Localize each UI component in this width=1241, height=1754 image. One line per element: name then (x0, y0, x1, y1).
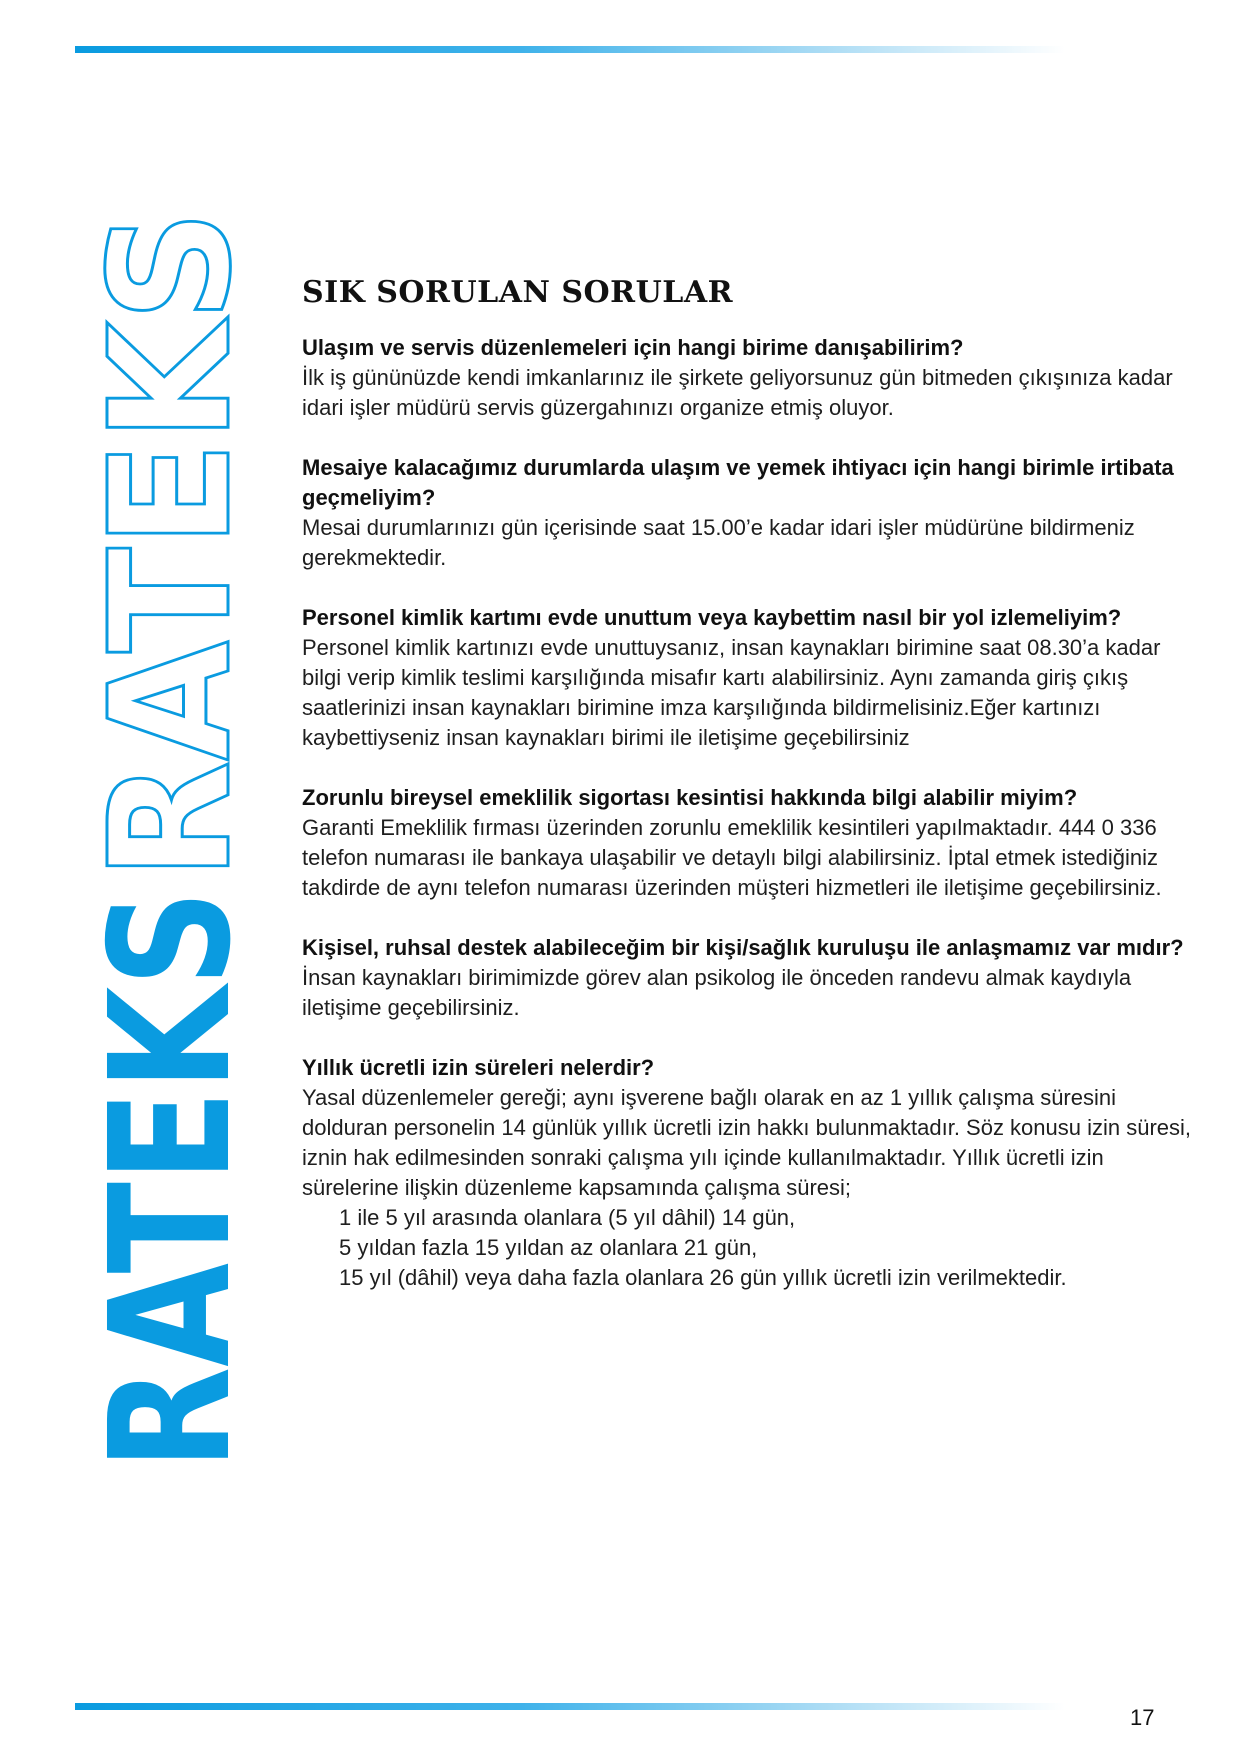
faq-question: Zorunlu bireysel emeklilik sigortası kesintisi hakkında bilgi alabilir miyim? (302, 785, 1078, 810)
faq-answer: Mesai durumlarınızı gün içerisinde saat 15.00’e kadar idari işler müdürüne bildirmeniz gerekmektedir. (302, 515, 1135, 570)
brand-wordmark (75, 161, 268, 1470)
list-item: 15 yıl (dâhil) veya daha fazla olanlara 26 gün yıllık ücretli izin verilmektedir. (339, 1265, 1067, 1290)
faq-answer: Garanti Emeklilik fırması üzerinden zorunlu emeklilik kesintileri yapılmaktadır. 444 0 336 telefon numarası ile bankaya ulaşabilir ve detaylı bilgi alabilirsiniz. İptal etmek istediğiniz takdirde de aynı telefon numarası üzerinden müşteri hizmetleri ile iletişime geçebilirsiniz. (302, 815, 1162, 900)
page-title: SIK SORULAN SORULAR (302, 275, 734, 310)
faq-question: Ulaşım ve servis düzenlemeleri için hangi birime danışabilirim? (302, 335, 964, 360)
leave-duration-list (302, 1203, 1192, 1293)
faq-item-annual-leave (302, 1053, 1192, 1293)
bottom-gradient-rule (75, 1703, 1065, 1710)
faq-content (302, 275, 1192, 1323)
faq-item-pension (302, 783, 1192, 903)
page-number: 17 (1130, 1705, 1155, 1730)
faq-item-overtime (302, 453, 1192, 573)
side-brand-logo (75, 161, 268, 1470)
brand-word-outline: RATEKS (75, 161, 268, 880)
faq-answer: İnsan kaynakları birimimizde görev alan psikolog ile önceden randevu almak kaydıyla iletişime geçebilirsiniz. (302, 965, 1132, 1020)
faq-answer: İlk iş gününüzde kendi imkanlarınız ile şirkete geliyorsunuz gün bitmeden çıkışınıza kadar idari işler müdürü servis güzergahınızı organize etmiş oluyor. (302, 365, 1173, 420)
faq-item-transport (302, 333, 1192, 423)
faq-item-support (302, 933, 1192, 1023)
faq-question: Personel kimlik kartımı evde unuttum veya kaybettim nasıl bir yol izlemeliyim? (302, 605, 1122, 630)
faq-item-id-card (302, 603, 1192, 753)
faq-question: Yıllık ücretli izin süreleri nelerdir? (302, 1055, 655, 1080)
faq-question: Mesaiye kalacağımız durumlarda ulaşım ve yemek ihtiyacı için hangi birimle irtibata geçmeliyim? (302, 455, 1174, 510)
faq-answer: Yasal düzenlemeler gereği; aynı işverene bağlı olarak en az 1 yıllık çalışma süresini dolduran personelin 14 günlük yıllık ücretli izin hakkı bulunmaktadır. Söz konusu izin süresi, iznin hak edilmesinden sonraki çalışma yılı içinde kullanılmaktadır. Yıllık ücretli izin sürelerine ilişkin düzenleme kapsamında çalışma süresi; (302, 1085, 1192, 1200)
top-gradient-rule (75, 46, 1065, 53)
faq-answer: Personel kimlik kartınızı evde unuttuysanız, insan kaynakları birimine saat 08.30’a kadar bilgi verip kimlik teslimi karşılığında misafır kartı alabilirsiniz. Aynı zamanda giriş çıkış saatlerinizi insan kaynakları birimine imza karşılığında bildirmelisiniz.Eğer kartınızı kaybettiyseniz insan kaynakları birimi ile iletişime geçebilirsiniz (302, 635, 1161, 750)
list-item: 1 ile 5 yıl arasında olanlara (5 yıl dâhil) 14 gün, (339, 1205, 796, 1230)
brand-word-filled: RATEKS (75, 751, 268, 1470)
list-item: 5 yıldan fazla 15 yıldan az olanlara 21 gün, (339, 1235, 758, 1260)
faq-question: Kişisel, ruhsal destek alabileceğim bir kişi/sağlık kuruluşu ile anlaşmamız var mıdır? (302, 935, 1184, 960)
